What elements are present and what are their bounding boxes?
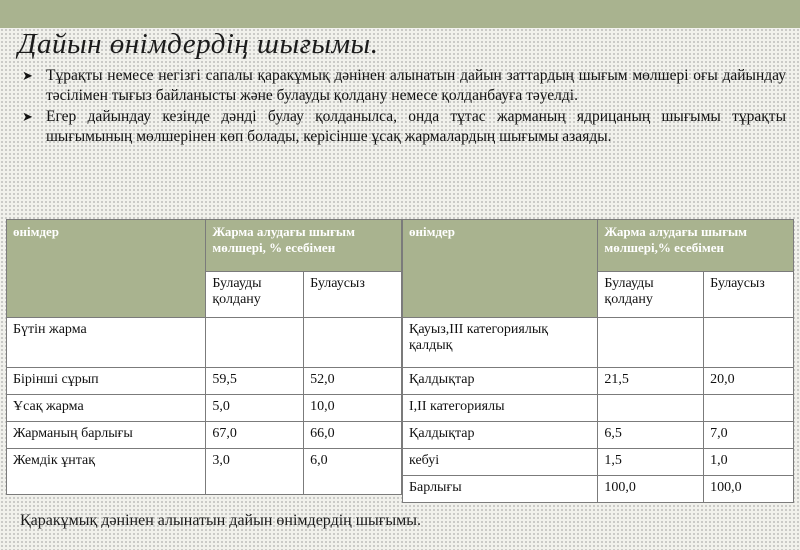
- yield-table-right: [402, 219, 794, 503]
- bullet-item: [22, 107, 786, 147]
- cell-value: [704, 318, 794, 368]
- cell-value: 66,0: [304, 422, 402, 449]
- row-label: Бірінші сұрып: [7, 368, 206, 395]
- top-accent-bar: [0, 0, 800, 28]
- table-caption: Қаракұмық дәнінен алынатын дайын өнімдердің шығымы.: [20, 512, 421, 529]
- row-label: І,ІІ категориялы: [403, 395, 598, 422]
- arrow-bullet-icon: ➤: [22, 109, 33, 124]
- table-header-products: өнімдер: [403, 220, 598, 318]
- bullet-list: [22, 66, 786, 148]
- cell-value: 1,0: [704, 449, 794, 476]
- row-label: Жарманың барлығы: [7, 422, 206, 449]
- row-label: Жемдік ұнтақ: [7, 449, 206, 495]
- cell-value: 3,0: [206, 449, 304, 495]
- table-header-products: өнімдер: [7, 220, 206, 318]
- cell-value: [598, 395, 704, 422]
- row-label: Барлығы: [403, 476, 598, 503]
- cell-value: 67,0: [206, 422, 304, 449]
- cell-value: 5,0: [206, 395, 304, 422]
- cell-value: [304, 318, 402, 368]
- bullet-item: [22, 66, 786, 106]
- row-label: Қалдықтар: [403, 422, 598, 449]
- row-label: Қалдықтар: [403, 368, 598, 395]
- yield-table-left: [6, 219, 402, 495]
- cell-value: 100,0: [704, 476, 794, 503]
- table-header-yield: Жарма алудағы шығым мөлшері, % есебімен: [206, 220, 402, 272]
- row-label: Қауыз,III категориялық қалдық: [403, 318, 598, 368]
- cell-value: 6,5: [598, 422, 704, 449]
- cell-value: 21,5: [598, 368, 704, 395]
- arrow-bullet-icon: ➤: [22, 68, 33, 83]
- cell-value: [598, 318, 704, 368]
- cell-value: 6,0: [304, 449, 402, 495]
- cell-value: [704, 395, 794, 422]
- row-label: Бүтін жарма: [7, 318, 206, 368]
- slide-title: Дайын өнімдердің шығымы.: [18, 28, 379, 60]
- cell-value: 59,5: [206, 368, 304, 395]
- cell-value: 1,5: [598, 449, 704, 476]
- cell-value: 20,0: [704, 368, 794, 395]
- cell-value: 7,0: [704, 422, 794, 449]
- cell-value: 100,0: [598, 476, 704, 503]
- subheader-no-steaming: Булаусыз: [304, 272, 402, 318]
- subheader-steaming: Булауды қолдану: [206, 272, 304, 318]
- row-label: кебуі: [403, 449, 598, 476]
- bullet-text: Тұрақты немесе негізгі сапалы қаракұмық дәнінен алынатын дайын заттардың шығым мөлшері оғы дайындау тәсілімен тығыз байланысты және булауды қолдану немесе қолданбауға тәуелді.: [46, 67, 786, 104]
- bullet-text: Егер дайындау кезінде дәнді булау қолданылса, онда тұтас жарманың ядрицаның шығымы тұрақты шығымының мөлшерінен көп болады, керісінше ұсақ жармалардың шығымы азаяды.: [46, 108, 786, 145]
- subheader-no-steaming: Булаусыз: [704, 272, 794, 318]
- row-label: Ұсақ жарма: [7, 395, 206, 422]
- cell-value: 10,0: [304, 395, 402, 422]
- cell-value: 52,0: [304, 368, 402, 395]
- subheader-steaming: Булауды қолдану: [598, 272, 704, 318]
- table-header-yield: Жарма алудағы шығым мөлшері,% есебімен: [598, 220, 794, 272]
- cell-value: [206, 318, 304, 368]
